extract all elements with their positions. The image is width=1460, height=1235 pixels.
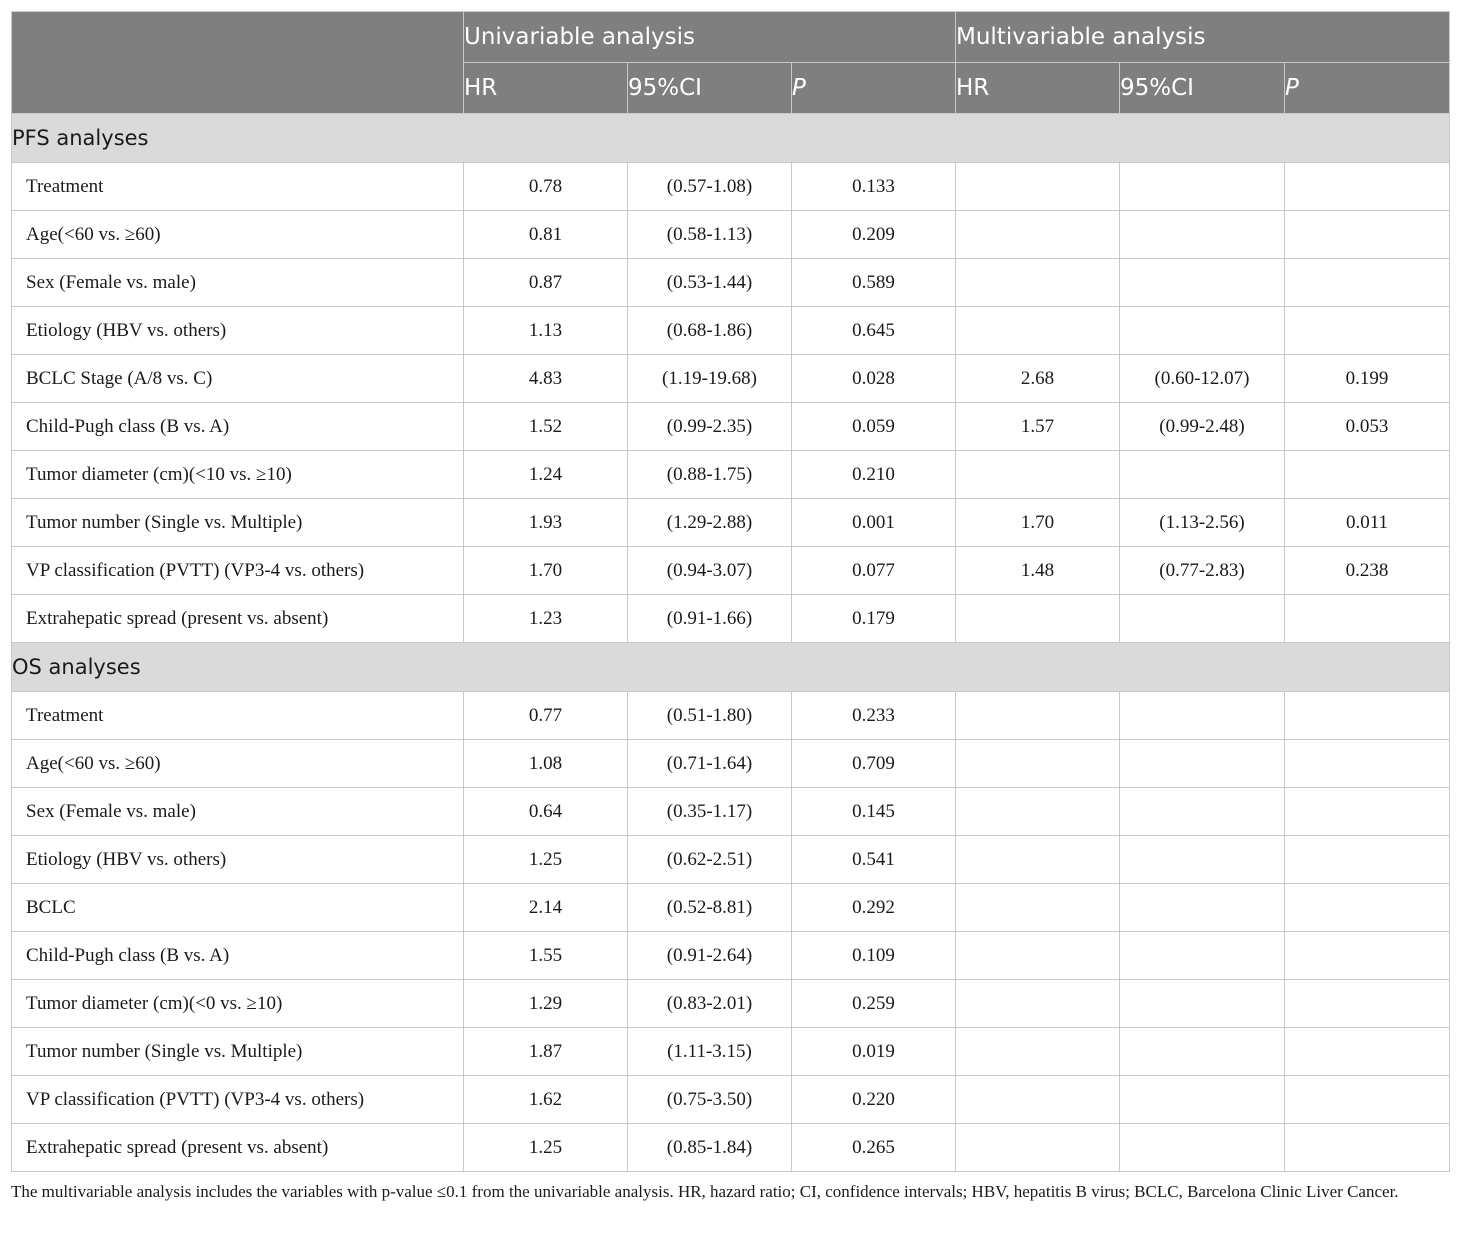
cell-u-hr: 1.70 — [464, 547, 628, 595]
cell-m-ci — [1120, 259, 1285, 307]
cell-u-p: 0.209 — [792, 211, 956, 259]
table-body — [12, 114, 1450, 1172]
cell-u-ci: (0.51-1.80) — [628, 692, 792, 740]
cell-u-hr: 1.52 — [464, 403, 628, 451]
cell-m-p — [1285, 740, 1450, 788]
table-row — [12, 499, 1450, 547]
cell-u-hr: 1.25 — [464, 836, 628, 884]
table-row — [12, 307, 1450, 355]
section-title: PFS analyses — [12, 114, 1450, 163]
cell-u-p: 0.028 — [792, 355, 956, 403]
cell-u-p: 0.145 — [792, 788, 956, 836]
cell-m-hr — [956, 1124, 1120, 1172]
cell-m-ci — [1120, 211, 1285, 259]
cell-m-ci — [1120, 692, 1285, 740]
cell-u-ci: (0.52-8.81) — [628, 884, 792, 932]
row-label: Child-Pugh class (B vs. A) — [12, 403, 464, 451]
cell-m-ci — [1120, 163, 1285, 211]
cell-u-p: 0.541 — [792, 836, 956, 884]
cell-m-ci — [1120, 1028, 1285, 1076]
table-row — [12, 1124, 1450, 1172]
cell-m-p: 0.053 — [1285, 403, 1450, 451]
table-row — [12, 884, 1450, 932]
cell-u-ci: (0.53-1.44) — [628, 259, 792, 307]
cell-u-p: 0.645 — [792, 307, 956, 355]
cell-m-ci — [1120, 1124, 1285, 1172]
table-footnote: The multivariable analysis includes the variables with p-value ≤0.1 from the univariable analysis. HR, hazard ratio; CI, confidence intervals; HBV, hepatitis B virus; BCLC, Barcelona Clinic Liver Cancer. — [11, 1182, 1399, 1201]
cell-u-hr: 1.25 — [464, 1124, 628, 1172]
cell-m-hr — [956, 163, 1120, 211]
cell-m-ci — [1120, 451, 1285, 499]
header-univariable: Univariable analysis — [464, 12, 956, 63]
cell-m-hr — [956, 884, 1120, 932]
table-row — [12, 259, 1450, 307]
cell-u-p: 0.292 — [792, 884, 956, 932]
cell-m-ci: (0.77-2.83) — [1120, 547, 1285, 595]
header-multivariable-ci: 95%CI — [1120, 63, 1285, 114]
row-label: Sex (Female vs. male) — [12, 259, 464, 307]
cell-u-hr: 0.78 — [464, 163, 628, 211]
cell-m-hr — [956, 259, 1120, 307]
cell-m-p — [1285, 884, 1450, 932]
table-row — [12, 1028, 1450, 1076]
cell-m-hr — [956, 788, 1120, 836]
cell-u-hr: 1.55 — [464, 932, 628, 980]
header-multivariable: Multivariable analysis — [956, 12, 1450, 63]
row-label: Tumor number (Single vs. Multiple) — [12, 1028, 464, 1076]
cell-m-ci: (0.60-12.07) — [1120, 355, 1285, 403]
cell-u-p: 0.210 — [792, 451, 956, 499]
cell-m-hr — [956, 595, 1120, 643]
cell-u-p: 0.019 — [792, 1028, 956, 1076]
cell-m-p — [1285, 259, 1450, 307]
header-blank-cell — [12, 12, 464, 114]
cell-m-hr — [956, 1028, 1120, 1076]
cell-m-p — [1285, 211, 1450, 259]
table-row — [12, 932, 1450, 980]
cell-m-ci — [1120, 740, 1285, 788]
cell-m-hr: 1.48 — [956, 547, 1120, 595]
cell-m-ci — [1120, 788, 1285, 836]
row-label: Etiology (HBV vs. others) — [12, 307, 464, 355]
row-label: Treatment — [12, 163, 464, 211]
row-label: BCLC — [12, 884, 464, 932]
cell-u-ci: (0.91-2.64) — [628, 932, 792, 980]
cell-m-p — [1285, 788, 1450, 836]
cell-m-hr: 1.57 — [956, 403, 1120, 451]
cell-u-ci: (0.91-1.66) — [628, 595, 792, 643]
header-multivariable-hr: HR — [956, 63, 1120, 114]
cell-u-ci: (0.94-3.07) — [628, 547, 792, 595]
cell-u-ci: (0.75-3.50) — [628, 1076, 792, 1124]
cell-m-hr: 2.68 — [956, 355, 1120, 403]
cell-u-hr: 1.23 — [464, 595, 628, 643]
table-row — [12, 211, 1450, 259]
cell-m-ci — [1120, 1076, 1285, 1124]
cell-m-p — [1285, 692, 1450, 740]
cell-m-hr — [956, 451, 1120, 499]
cell-u-hr: 0.77 — [464, 692, 628, 740]
cell-u-ci: (0.68-1.86) — [628, 307, 792, 355]
cell-u-p: 0.259 — [792, 980, 956, 1028]
cell-u-hr: 1.08 — [464, 740, 628, 788]
table-row — [12, 740, 1450, 788]
cell-m-hr: 1.70 — [956, 499, 1120, 547]
table-row — [12, 595, 1450, 643]
cell-u-p: 0.220 — [792, 1076, 956, 1124]
cell-u-ci: (0.57-1.08) — [628, 163, 792, 211]
cell-u-p: 0.589 — [792, 259, 956, 307]
cell-m-ci — [1120, 595, 1285, 643]
cell-m-ci — [1120, 884, 1285, 932]
cell-u-p: 0.109 — [792, 932, 956, 980]
table-row — [12, 163, 1450, 211]
cell-u-p: 0.179 — [792, 595, 956, 643]
cell-m-p: 0.238 — [1285, 547, 1450, 595]
cell-u-ci: (1.19-19.68) — [628, 355, 792, 403]
header-univariable-ci: 95%CI — [628, 63, 792, 114]
table-row — [12, 980, 1450, 1028]
cell-u-hr: 0.81 — [464, 211, 628, 259]
cell-u-hr: 1.87 — [464, 1028, 628, 1076]
table-row — [12, 547, 1450, 595]
cell-u-ci: (0.58-1.13) — [628, 211, 792, 259]
cell-u-ci: (0.99-2.35) — [628, 403, 792, 451]
row-label: VP classification (PVTT) (VP3-4 vs. others) — [12, 547, 464, 595]
cell-m-p — [1285, 1124, 1450, 1172]
cell-u-ci: (0.85-1.84) — [628, 1124, 792, 1172]
row-label: VP classification (PVTT) (VP3-4 vs. others) — [12, 1076, 464, 1124]
cell-m-hr — [956, 1076, 1120, 1124]
cell-u-p: 0.265 — [792, 1124, 956, 1172]
cell-u-ci: (0.83-2.01) — [628, 980, 792, 1028]
results-table — [11, 11, 1450, 1172]
cell-u-hr: 0.64 — [464, 788, 628, 836]
cell-m-p — [1285, 1076, 1450, 1124]
table-row — [12, 788, 1450, 836]
cell-u-hr: 1.62 — [464, 1076, 628, 1124]
header-univariable-hr: HR — [464, 63, 628, 114]
cell-u-hr: 1.29 — [464, 980, 628, 1028]
cell-u-p: 0.077 — [792, 547, 956, 595]
table-row — [12, 836, 1450, 884]
cell-m-hr — [956, 692, 1120, 740]
cell-u-p: 0.001 — [792, 499, 956, 547]
row-label: Tumor number (Single vs. Multiple) — [12, 499, 464, 547]
cell-m-ci: (1.13-2.56) — [1120, 499, 1285, 547]
header-row-groups — [12, 12, 1450, 63]
table-row — [12, 692, 1450, 740]
cell-m-ci — [1120, 932, 1285, 980]
row-label: Tumor diameter (cm)(<0 vs. ≥10) — [12, 980, 464, 1028]
cell-u-p: 0.133 — [792, 163, 956, 211]
cell-u-p: 0.709 — [792, 740, 956, 788]
cell-u-ci: (1.11-3.15) — [628, 1028, 792, 1076]
row-label: Child-Pugh class (B vs. A) — [12, 932, 464, 980]
row-label: Age(<60 vs. ≥60) — [12, 211, 464, 259]
cell-u-hr: 2.14 — [464, 884, 628, 932]
cell-m-p: 0.011 — [1285, 499, 1450, 547]
cell-m-ci — [1120, 980, 1285, 1028]
section-row — [12, 643, 1450, 692]
cell-u-hr: 0.87 — [464, 259, 628, 307]
cell-m-p — [1285, 451, 1450, 499]
cell-u-ci: (0.71-1.64) — [628, 740, 792, 788]
cell-m-p — [1285, 307, 1450, 355]
row-label: Extrahepatic spread (present vs. absent) — [12, 1124, 464, 1172]
row-label: Tumor diameter (cm)(<10 vs. ≥10) — [12, 451, 464, 499]
cell-u-hr: 1.93 — [464, 499, 628, 547]
cell-u-ci: (1.29-2.88) — [628, 499, 792, 547]
cell-m-p — [1285, 595, 1450, 643]
cell-m-hr — [956, 740, 1120, 788]
cell-u-ci: (0.35-1.17) — [628, 788, 792, 836]
cell-u-p: 0.059 — [792, 403, 956, 451]
section-title: OS analyses — [12, 643, 1450, 692]
row-label: BCLC Stage (A/8 vs. C) — [12, 355, 464, 403]
cell-u-hr: 1.24 — [464, 451, 628, 499]
cell-m-hr — [956, 932, 1120, 980]
cell-m-hr — [956, 307, 1120, 355]
cell-m-ci — [1120, 836, 1285, 884]
header-multivariable-p: P — [1285, 63, 1450, 114]
table-row — [12, 403, 1450, 451]
header-univariable-p: P — [792, 63, 956, 114]
cell-u-ci: (0.88-1.75) — [628, 451, 792, 499]
cell-m-hr — [956, 836, 1120, 884]
row-label: Age(<60 vs. ≥60) — [12, 740, 464, 788]
cell-m-p — [1285, 932, 1450, 980]
table-row — [12, 451, 1450, 499]
table-row — [12, 355, 1450, 403]
cell-u-p: 0.233 — [792, 692, 956, 740]
cell-m-p — [1285, 1028, 1450, 1076]
cell-m-hr — [956, 980, 1120, 1028]
cell-m-p: 0.199 — [1285, 355, 1450, 403]
cell-m-hr — [956, 211, 1120, 259]
cell-m-ci: (0.99-2.48) — [1120, 403, 1285, 451]
cell-m-p — [1285, 980, 1450, 1028]
row-label: Extrahepatic spread (present vs. absent) — [12, 595, 464, 643]
cell-m-ci — [1120, 307, 1285, 355]
cell-u-hr: 4.83 — [464, 355, 628, 403]
row-label: Etiology (HBV vs. others) — [12, 836, 464, 884]
table-row — [12, 1076, 1450, 1124]
cell-m-p — [1285, 836, 1450, 884]
cell-u-ci: (0.62-2.51) — [628, 836, 792, 884]
cell-u-hr: 1.13 — [464, 307, 628, 355]
cell-m-p — [1285, 163, 1450, 211]
section-row — [12, 114, 1450, 163]
row-label: Sex (Female vs. male) — [12, 788, 464, 836]
row-label: Treatment — [12, 692, 464, 740]
